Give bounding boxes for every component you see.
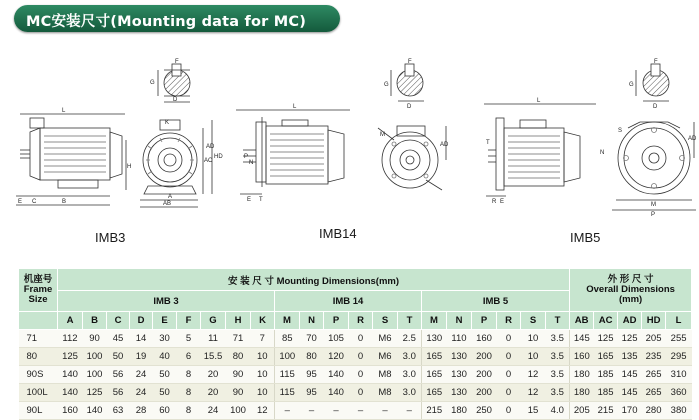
table-cell: 295: [666, 348, 692, 366]
column-header: A: [58, 312, 83, 330]
column-header: F: [177, 312, 201, 330]
table-cell: 20: [201, 366, 226, 384]
table-cell: 0: [349, 384, 373, 402]
table-cell: 160: [58, 402, 83, 420]
table-cell: 15: [521, 402, 546, 420]
table-cell: 80: [226, 348, 251, 366]
table-cell: 200: [472, 384, 497, 402]
imb3-label-b: B: [62, 199, 67, 205]
table-cell: 12: [521, 384, 546, 402]
imb3-label-a: A: [168, 194, 173, 200]
imb14-label-d: D: [407, 104, 412, 110]
imb3-label-g: G: [150, 80, 155, 86]
table-cell: –: [373, 402, 398, 420]
table-cell: 28: [130, 402, 153, 420]
table-cell: 265: [642, 366, 666, 384]
mounting-header-cn: 安 装 尺 寸: [228, 275, 274, 287]
table-cell: 15.5: [201, 348, 226, 366]
imb5-label-n: N: [600, 150, 605, 156]
column-header: L: [666, 312, 692, 330]
column-header: E: [153, 312, 177, 330]
table-cell: 115: [275, 384, 300, 402]
table-cell: 200: [472, 348, 497, 366]
table-cell: 130: [447, 348, 472, 366]
imb14-label-f: F: [408, 59, 412, 65]
imb3-label-l: L: [62, 108, 66, 114]
column-header: K: [251, 312, 275, 330]
column-header: AC: [594, 312, 618, 330]
table-cell: 45: [107, 330, 130, 348]
table-cell: 125: [58, 348, 83, 366]
table-cell: 140: [324, 384, 349, 402]
table-cell: 10: [521, 330, 546, 348]
table-cell: 165: [422, 384, 447, 402]
table-cell: 30: [153, 330, 177, 348]
imb5-label-p: P: [651, 212, 656, 218]
table-cell: 56: [107, 384, 130, 402]
imb3-end-view: [140, 120, 212, 207]
table-cell: 200: [472, 366, 497, 384]
imb5-label-l: L: [537, 98, 541, 104]
table-cell: 140: [83, 402, 107, 420]
table-cell: 0: [497, 402, 521, 420]
imb5-end-view: [612, 64, 696, 210]
table-cell: 180: [570, 384, 594, 402]
imb5-label-e: E: [500, 199, 505, 205]
table-cell: –: [349, 402, 373, 420]
table-cell: 140: [58, 366, 83, 384]
imb5-side-view: [484, 104, 596, 196]
imb14-label-l: L: [293, 104, 297, 110]
table-cell: 19: [130, 348, 153, 366]
table-cell: 380: [666, 402, 692, 420]
frame-size-cell: 100L: [19, 384, 58, 402]
table-cell: 205: [642, 330, 666, 348]
imb3-label-ab: AB: [163, 201, 172, 207]
column-header: N: [447, 312, 472, 330]
table-cell: 90: [83, 330, 107, 348]
column-header-row: [19, 312, 692, 330]
table-cell: 24: [130, 384, 153, 402]
table-cell: 10: [251, 366, 275, 384]
table-cell: 145: [570, 330, 594, 348]
table-cell: 125: [83, 384, 107, 402]
table-cell: 115: [275, 366, 300, 384]
table-cell: 60: [153, 402, 177, 420]
frame-header-cn: 机座号: [23, 274, 53, 285]
table-cell: 70: [300, 330, 324, 348]
table-cell: 95: [300, 366, 324, 384]
imb5-label-d: D: [653, 104, 658, 110]
column-header: S: [373, 312, 398, 330]
imb14-label-e: E: [247, 197, 252, 203]
table-cell: 10: [521, 348, 546, 366]
table-cell: 3.5: [546, 330, 570, 348]
page-title-text: MC安装尺寸(Mounting data for MC): [26, 14, 307, 30]
table-cell: 100: [275, 348, 300, 366]
imb14-label-g: G: [384, 82, 389, 88]
imb14-label-m: M: [380, 132, 385, 138]
table-cell: 2.5: [398, 330, 422, 348]
column-header: P: [324, 312, 349, 330]
table-cell: 12: [521, 366, 546, 384]
table-cell: 90: [226, 384, 251, 402]
table-cell: 85: [275, 330, 300, 348]
overall-header-cn: 外 形 尺 寸: [607, 274, 654, 285]
column-header: B: [83, 312, 107, 330]
table-cell: 10: [251, 348, 275, 366]
imb3-label-e: E: [18, 199, 23, 205]
table-cell: 40: [153, 348, 177, 366]
imb5-caption: IMB5: [570, 230, 601, 245]
group-header-imb3: IMB 3: [58, 291, 275, 312]
table-cell: 180: [447, 402, 472, 420]
frame-header-en-1: Frame: [23, 284, 53, 295]
imb3-label-h: H: [127, 164, 132, 170]
table-cell: 14: [130, 330, 153, 348]
imb3-label-hd: HD: [214, 154, 223, 160]
table-cell: 235: [642, 348, 666, 366]
imb5-label-f: F: [654, 59, 658, 65]
imb14-caption: IMB14: [319, 226, 357, 241]
column-header: G: [201, 312, 226, 330]
imb5-label-m: M: [651, 202, 656, 208]
column-header: S: [521, 312, 546, 330]
table-cell: 165: [422, 366, 447, 384]
table-cell: 50: [153, 384, 177, 402]
table-cell: 3.5: [546, 384, 570, 402]
table-cell: M8: [373, 384, 398, 402]
imb14-label-p: P: [244, 154, 249, 160]
column-header-blank: [19, 312, 58, 330]
table-cell: 165: [594, 348, 618, 366]
imb5-label-ad: AD: [688, 136, 697, 142]
table-cell: 50: [107, 348, 130, 366]
column-header: C: [107, 312, 130, 330]
table-cell: 110: [447, 330, 472, 348]
column-header: H: [226, 312, 251, 330]
table-cell: 8: [177, 366, 201, 384]
table-cell: 135: [618, 348, 642, 366]
imb14-label-ad: AD: [440, 142, 449, 148]
table-cell: 140: [324, 366, 349, 384]
table-cell: 310: [666, 366, 692, 384]
table-cell: –: [300, 402, 324, 420]
imb14-label-n: N: [249, 160, 254, 166]
table-cell: –: [324, 402, 349, 420]
overall-header-en: Overall Dimensions: [586, 284, 675, 295]
table-cell: 130: [447, 366, 472, 384]
table-cell: 100: [83, 366, 107, 384]
group-header-imb14: IMB 14: [275, 291, 422, 312]
imb14-side-view: [236, 110, 350, 194]
frame-size-cell: 90S: [19, 366, 58, 384]
table-cell: 10: [251, 384, 275, 402]
column-header: AB: [570, 312, 594, 330]
table-cell: 95: [300, 384, 324, 402]
table-cell: 0: [497, 330, 521, 348]
table-cell: 165: [422, 348, 447, 366]
table-cell: 215: [422, 402, 447, 420]
table-cell: 185: [594, 366, 618, 384]
mounting-header-en: Mounting Dimensions(mm): [276, 275, 400, 287]
table-body: [19, 330, 692, 420]
table-cell: 125: [618, 330, 642, 348]
imb3-side-view: [16, 114, 126, 205]
table-cell: 105: [324, 330, 349, 348]
table-cell: 3.5: [546, 348, 570, 366]
table-cell: 0: [497, 384, 521, 402]
table-cell: –: [275, 402, 300, 420]
table-cell: M8: [373, 366, 398, 384]
column-header: N: [300, 312, 324, 330]
table-cell: 145: [618, 366, 642, 384]
table-cell: 4.0: [546, 402, 570, 420]
imb14-label-t: T: [259, 197, 263, 203]
table-row: [19, 330, 692, 348]
column-header: D: [130, 312, 153, 330]
table-cell: 0: [349, 348, 373, 366]
column-header: R: [497, 312, 521, 330]
table-cell: 11: [201, 330, 226, 348]
imb5-label-t: T: [486, 140, 490, 146]
column-header: R: [349, 312, 373, 330]
table-cell: 90: [226, 366, 251, 384]
table-cell: 205: [570, 402, 594, 420]
column-header: T: [546, 312, 570, 330]
table-cell: 250: [472, 402, 497, 420]
column-header: M: [422, 312, 447, 330]
table-cell: 8: [177, 402, 201, 420]
table-cell: 160: [472, 330, 497, 348]
table-cell: 100: [226, 402, 251, 420]
table-cell: 0: [349, 366, 373, 384]
table-cell: 80: [300, 348, 324, 366]
imb5-label-g: G: [629, 82, 634, 88]
table-cell: 3.0: [398, 348, 422, 366]
table-cell: 0: [497, 366, 521, 384]
table-cell: 112: [58, 330, 83, 348]
table-cell: 0: [497, 348, 521, 366]
table-cell: 265: [642, 384, 666, 402]
table-cell: 185: [594, 384, 618, 402]
frame-header-en-2: Size: [28, 294, 48, 305]
table-cell: 63: [107, 402, 130, 420]
overall-dimensions-header: [570, 269, 692, 312]
table-cell: 170: [618, 402, 642, 420]
table-row: [19, 348, 692, 366]
frame-size-cell: 90L: [19, 402, 58, 420]
imb3-label-k: K: [165, 120, 170, 126]
table-cell: 255: [666, 330, 692, 348]
mounting-dimensions-table: [18, 268, 692, 420]
table-cell: 20: [201, 384, 226, 402]
overall-header-unit: (mm): [618, 294, 643, 305]
imb3-caption: IMB3: [95, 230, 126, 245]
table-cell: 215: [594, 402, 618, 420]
mounting-dimensions-header: [58, 269, 570, 291]
table-cell: –: [398, 402, 422, 420]
table-cell: 5: [177, 330, 201, 348]
imb5-label-r: R: [492, 199, 497, 205]
table-row: [19, 384, 692, 402]
table-row: [19, 402, 692, 420]
table-cell: 145: [618, 384, 642, 402]
table-cell: 71: [226, 330, 251, 348]
table-cell: 3.0: [398, 384, 422, 402]
imb3-label-ad: AD: [206, 144, 215, 150]
imb3-label-d: D: [173, 97, 178, 103]
table-cell: 7: [251, 330, 275, 348]
imb3-label-c: C: [32, 199, 37, 205]
table-cell: 360: [666, 384, 692, 402]
table-cell: 3.0: [398, 366, 422, 384]
column-header: AD: [618, 312, 642, 330]
table-cell: 12: [251, 402, 275, 420]
column-header: P: [472, 312, 497, 330]
table-cell: 56: [107, 366, 130, 384]
group-header-imb5: IMB 5: [422, 291, 570, 312]
table-cell: 100: [83, 348, 107, 366]
frame-size-cell: 71: [19, 330, 58, 348]
frame-size-cell: 80: [19, 348, 58, 366]
imb3-label-ac: AC: [204, 158, 213, 164]
table-cell: 24: [201, 402, 226, 420]
table-cell: 50: [153, 366, 177, 384]
table-cell: 160: [570, 348, 594, 366]
table-cell: M6: [373, 348, 398, 366]
table-cell: 8: [177, 384, 201, 402]
imb3-label-f: F: [175, 59, 179, 65]
column-header: M: [275, 312, 300, 330]
table-cell: 130: [447, 384, 472, 402]
frame-size-header: [19, 269, 58, 312]
table-cell: 24: [130, 366, 153, 384]
table-cell: 180: [570, 366, 594, 384]
table-cell: 6: [177, 348, 201, 366]
table-cell: 130: [422, 330, 447, 348]
column-header: HD: [642, 312, 666, 330]
column-header: T: [398, 312, 422, 330]
table-cell: 0: [349, 330, 373, 348]
table-cell: M6: [373, 330, 398, 348]
table-cell: 125: [594, 330, 618, 348]
table-row: [19, 366, 692, 384]
table-cell: 280: [642, 402, 666, 420]
table-cell: 140: [58, 384, 83, 402]
table-cell: 120: [324, 348, 349, 366]
imb5-label-s: S: [618, 128, 623, 134]
table-cell: 3.5: [546, 366, 570, 384]
